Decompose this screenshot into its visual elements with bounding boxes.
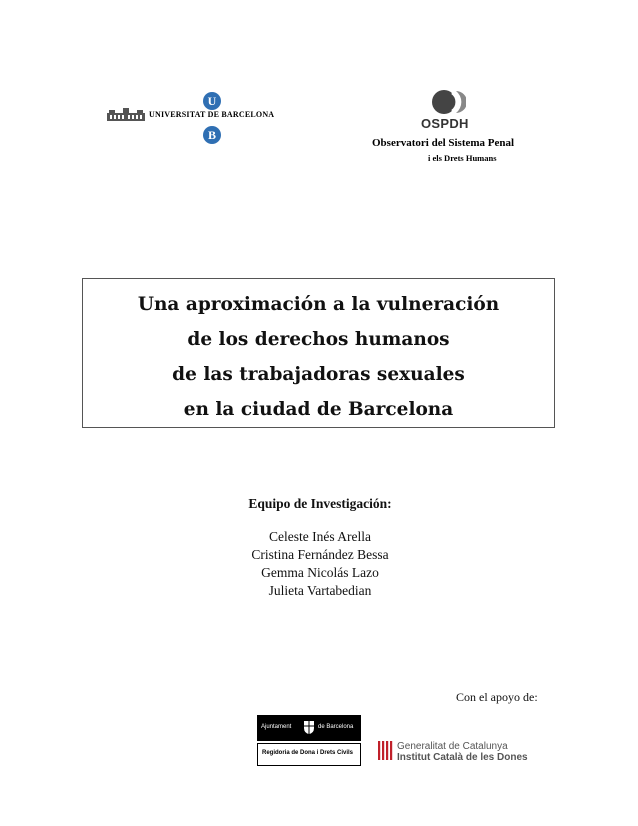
barcelona-shield-icon [303,720,315,735]
observatori-name: Observatori del Sistema Penal [372,137,515,149]
ajuntament-barcelona-logo [257,715,361,766]
title-line-4: en la ciudad de Barcelona [183,399,454,420]
institut-name: Institut Català de les Dones [397,752,528,763]
universitat-de-barcelona-logo [107,92,277,148]
team-member: Celeste Inés Arella [269,529,371,544]
ajuntament-right-text: de Barcelona [318,724,354,730]
team-heading: Equipo de Investigación: [248,496,392,511]
title-line-3: de las trabajadoras sexuales [172,364,465,385]
ub-name: UNIVERSITAT DE BARCELONA [149,110,275,119]
ajuntament-left-text: Ajuntament [261,724,292,730]
title-line-1: Una aproximación a la vulneración [137,294,500,315]
ub-u-circle: U [203,92,221,110]
support-label: Con el apoyo de: [456,690,538,704]
ajuntament-regidoria-box [257,743,361,766]
ospdh-mark-icon [430,88,466,116]
title-box [82,278,555,428]
ajuntament-regidoria: Regidoria de Dona i Drets Civils [262,750,354,756]
title-line-2: de los derechos humanos [187,329,450,350]
ub-b-circle: B [203,126,221,144]
team-member: Julieta Vartabedian [268,583,372,598]
ospdh-name: OSPDH [421,116,469,131]
team-member: Gemma Nicolás Lazo [261,565,379,580]
generalitat-name: Generalitat de Catalunya [397,741,508,752]
ajuntament-header [257,715,361,741]
university-building-icon [107,108,145,122]
generalitat-flag-icon [377,741,393,760]
team-member: Cristina Fernández Bessa [251,547,389,562]
observatori-subtitle: i els Drets Humans [428,153,497,163]
